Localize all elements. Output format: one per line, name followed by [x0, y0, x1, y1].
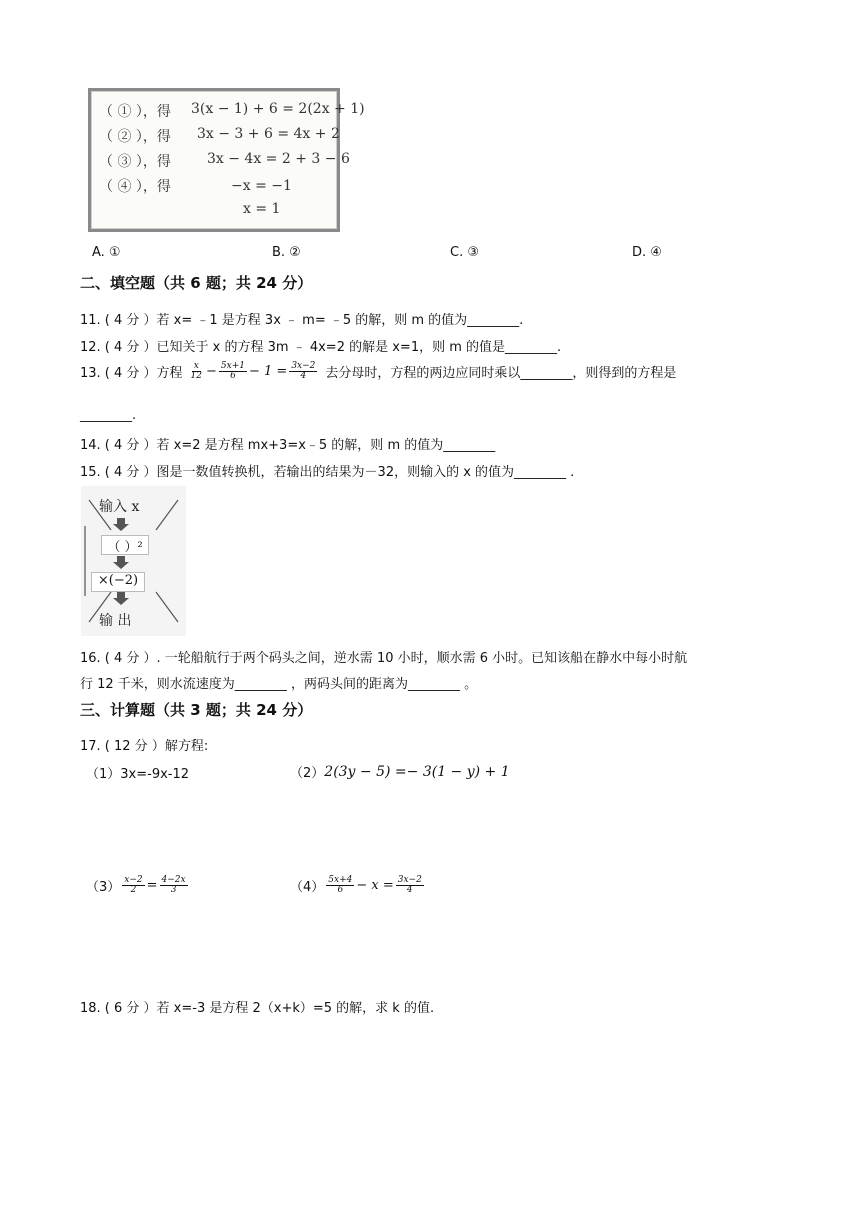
q17-part-2-label: （2）	[290, 766, 325, 781]
question-13	[80, 362, 676, 382]
q17-p3-f2-denominator: 3	[170, 885, 177, 896]
q17-part-3	[86, 876, 190, 896]
machine-output-label: 输 出	[99, 613, 132, 629]
question-16-line1: 16. ( 4 分 ）. 一轮船航行于两个码头之间，逆水需 10 小时，顺水需 6 小时。已知该船在静水中每小时航	[80, 651, 688, 666]
q17-part-2-equation: 2(3y − 5) =− 3(1 − y) + 1	[324, 763, 510, 780]
q13-minus-one-equals: − 1 =	[248, 364, 288, 380]
q17-p4-f1-denominator: 6	[337, 885, 344, 896]
q17-p3-f1-denominator: 2	[130, 885, 137, 896]
q17-p4-f2-numerator: 3x−2	[397, 875, 422, 885]
q13-fraction-1	[189, 362, 204, 382]
q17-p4-f1-numerator: 5x+4	[328, 875, 353, 885]
section-calculation-title: 三、计算题（共 3 题；共 24 分）	[80, 701, 313, 719]
step-1-equation: 3(x − 1) + 6 = 2(2x + 1)	[191, 101, 365, 117]
option-c: C. ③	[450, 245, 479, 260]
q17-p3-f2-numerator: 4−2x	[161, 875, 186, 885]
section-fill-blank-title: 二、填空题（共 6 题；共 24 分）	[80, 274, 313, 292]
q13-suffix: 去分母时，方程的两边应同时乘以________，则得到的方程是	[325, 366, 677, 382]
question-15: 15. ( 4 分 ）图是一数值转换机，若输出的结果为－32，则输入的 x 的值为________ .	[80, 465, 575, 480]
option-d: D. ④	[632, 245, 662, 260]
step-2-equation: 3x − 3 + 6 = 4x + 2	[197, 126, 340, 142]
q17-p3-f1-numerator: x−2	[124, 875, 143, 885]
question-12: 12. ( 4 分 ）已知关于 x 的方程 3m ﹣ 4x=2 的解是 x=1，则 m 的值是________.	[80, 340, 562, 355]
q13-f1-numerator: x	[193, 361, 199, 371]
q17-part-4	[290, 876, 426, 896]
step-4-label: （ ④ ），得	[99, 179, 171, 195]
q13-prefix: 13. ( 4 分 ）方程	[80, 366, 183, 382]
q17-part-2	[290, 762, 510, 781]
q13-fraction-3	[289, 362, 317, 382]
step-3-equation: 3x − 4x = 2 + 3 − 6	[207, 151, 350, 167]
machine-multiply-step: ×(−2)	[91, 572, 145, 592]
q13-minus: −	[206, 364, 217, 380]
q17-part-1: （1）3x=-9x-12	[86, 767, 190, 782]
q13-f2-numerator: 5x+1	[220, 361, 245, 371]
option-b: B. ②	[272, 245, 301, 260]
q17-part-3-label: （3）	[86, 880, 121, 896]
question-14: 14. ( 4 分 ）若 x=2 是方程 mx+3=x﹣5 的解，则 m 的值为________	[80, 438, 496, 453]
q13-f3-denominator: 4	[300, 371, 307, 382]
option-a: A. ①	[92, 245, 121, 260]
step-1-label: （ ① ），得	[99, 104, 171, 120]
q17-part-4-label: （4）	[290, 880, 325, 896]
question-16-line2: 行 12 千米，则水流速度为________ ，两码头间的距离为________ 。	[80, 677, 478, 692]
number-converter-diagram	[81, 486, 186, 636]
question-18: 18. ( 6 分 ）若 x=-3 是方程 2（x+k）=5 的解，求 k 的值.	[80, 1001, 435, 1016]
machine-square-step: （ ）²	[101, 535, 149, 555]
question-17: 17. ( 12 分 ）解方程:	[80, 739, 209, 754]
step-4-equation: −x = −1	[231, 178, 292, 194]
step-2-label: （ ② ），得	[99, 129, 171, 145]
q17-p3-equals: =	[146, 878, 158, 894]
q13-f2-denominator: 6	[230, 371, 236, 382]
step-5-equation: x = 1	[243, 201, 281, 217]
q17-p4-minus-x-equals: − x =	[356, 878, 394, 894]
question-11: 11. ( 4 分 ）若 x= ﹣1 是方程 3x ﹣ m= ﹣5 的解，则 m 的值为________.	[80, 313, 524, 328]
q17-p3-fraction-1	[122, 876, 144, 896]
q17-p3-fraction-2	[160, 876, 188, 896]
question-13-line2: ________.	[80, 408, 137, 423]
q13-fraction-2	[219, 362, 247, 382]
q13-f3-numerator: 3x−2	[291, 361, 316, 371]
q13-f1-denominator: 12	[190, 371, 202, 382]
q17-p4-f2-denominator: 4	[406, 885, 413, 896]
solution-steps-image	[88, 88, 365, 232]
q17-p4-fraction-1	[326, 876, 354, 896]
machine-input-label: 输入 x	[99, 499, 140, 515]
q17-p4-fraction-2	[396, 876, 424, 896]
step-3-label: （ ③ ），得	[99, 154, 171, 170]
